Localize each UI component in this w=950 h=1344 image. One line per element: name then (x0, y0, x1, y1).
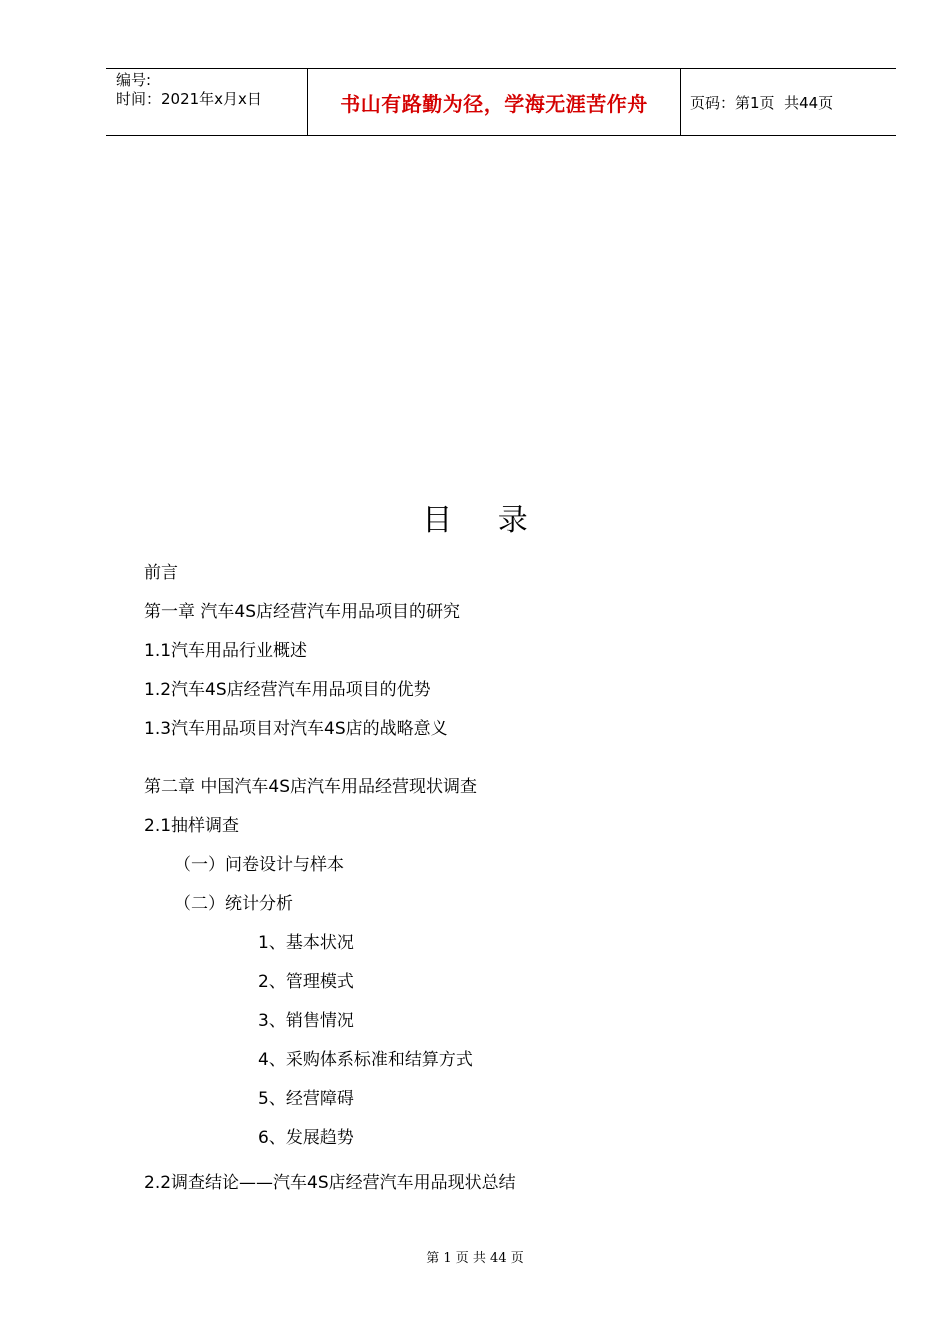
toc-item-chapter-1[interactable]: 第一章 汽车4S店经营汽车用品项目的研究 (144, 602, 461, 622)
header-motto: 书山有路勤为径，学海无涯苦作舟 (340, 91, 648, 116)
toc-item-1-1[interactable]: 1.1汽车用品行业概述 (144, 641, 308, 661)
toc-item-2-1-b-1[interactable]: 1、基本状况 (258, 933, 354, 953)
toc-item-2-1-b-3[interactable]: 3、销售情况 (258, 1011, 354, 1031)
toc-item-1-2[interactable]: 1.2汽车4S店经营汽车用品项目的优势 (144, 680, 431, 700)
document-time-label: 时间：2021年x月x日 (116, 90, 262, 108)
header-divider-right (680, 69, 681, 135)
toc-item-2-1-b[interactable]: （二）统计分析 (174, 894, 293, 914)
toc-title: 目 录 (422, 503, 546, 538)
toc-item-2-2[interactable]: 2.2调查结论——汽车4S店经营汽车用品现状总结 (144, 1173, 516, 1193)
toc-item-2-1-b-5[interactable]: 5、经营障碍 (258, 1089, 354, 1109)
toc-item-preface[interactable]: 前言 (144, 563, 178, 583)
header-meta (116, 71, 311, 109)
toc-item-chapter-2[interactable]: 第二章 中国汽车4S店汽车用品经营现状调查 (144, 777, 478, 797)
toc-item-2-1-b-4[interactable]: 4、采购体系标准和结算方式 (258, 1050, 473, 1070)
header-page-info: 页码：第1页 共44页 (690, 93, 834, 112)
page-footer: 第 1 页 共 44 页 (426, 1251, 524, 1266)
document-number-label: 编号: (116, 71, 152, 89)
toc-item-2-1-b-6[interactable]: 6、发展趋势 (258, 1128, 354, 1148)
toc-item-2-1-b-2[interactable]: 2、管理模式 (258, 972, 354, 992)
toc-item-1-3[interactable]: 1.3汽车用品项目对汽车4S店的战略意义 (144, 719, 448, 739)
page-header (106, 68, 896, 136)
toc-item-2-1-a[interactable]: （一）问卷设计与样本 (174, 855, 344, 875)
toc-item-2-1[interactable]: 2.1抽样调查 (144, 816, 240, 836)
